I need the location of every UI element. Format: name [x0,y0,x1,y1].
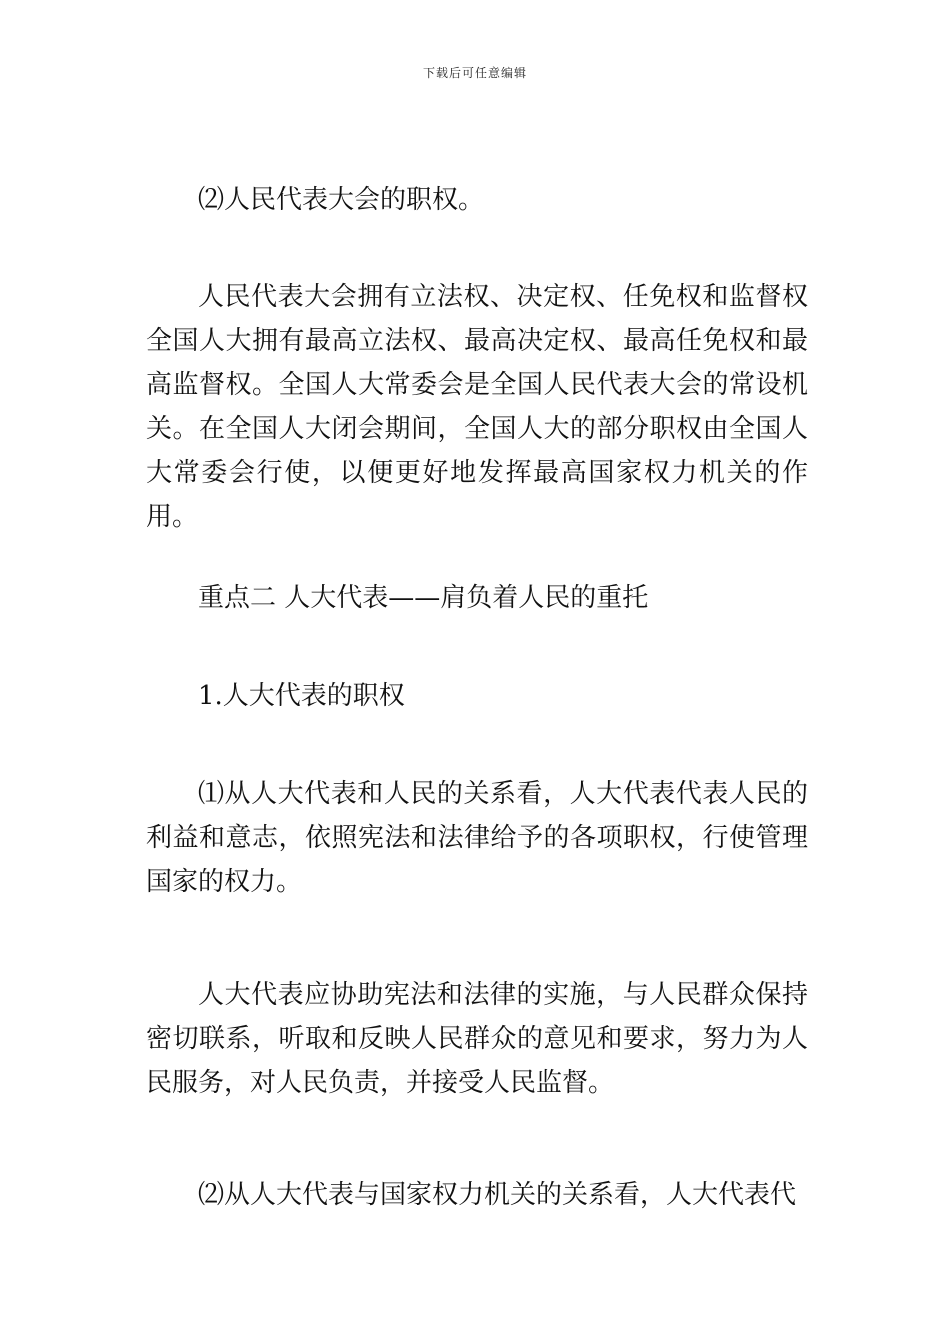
paragraph-npc-powers-heading: ⑵人民代表大会的职权。 [198,185,485,215]
section-heading-key-point-two: 重点二 人大代表——肩负着人民的重托 [198,583,649,613]
paragraph-deputy-duties: 人大代表应协助宪法和法律的实施，与人民群众保持密切联系，听取和反映人民群众的意见和要求，努力为人民服务，对人民负责，并接受人民监督。 [146,980,808,1098]
paragraph-deputy-people-relation: ⑴从人大代表和人民的关系看，人大代表代表人民的利益和意志，依照宪法和法律给予的各项职权，行使管理国家的权力。 [146,779,808,897]
paragraph-npc-powers-detail: 人民代表大会拥有立法权、决定权、任免权和监督权全国人大拥有最高立法权、最高决定权、最高任免权和最高监督权。全国人大常委会是全国人民代表大会的常设机关。在全国人大闭会期间，全国人大的部分职权由全国人大常委会行使，以便更好地发挥最高国家权力机关的作用。 [146,282,808,532]
subheading-deputy-powers: 1.人大代表的职权 [198,681,405,711]
paragraph-deputy-organ-relation: ⑵从人大代表与国家权力机关的关系看，人大代表代 [198,1180,797,1210]
page-header-note: 下载后可任意编辑 [422,66,527,80]
